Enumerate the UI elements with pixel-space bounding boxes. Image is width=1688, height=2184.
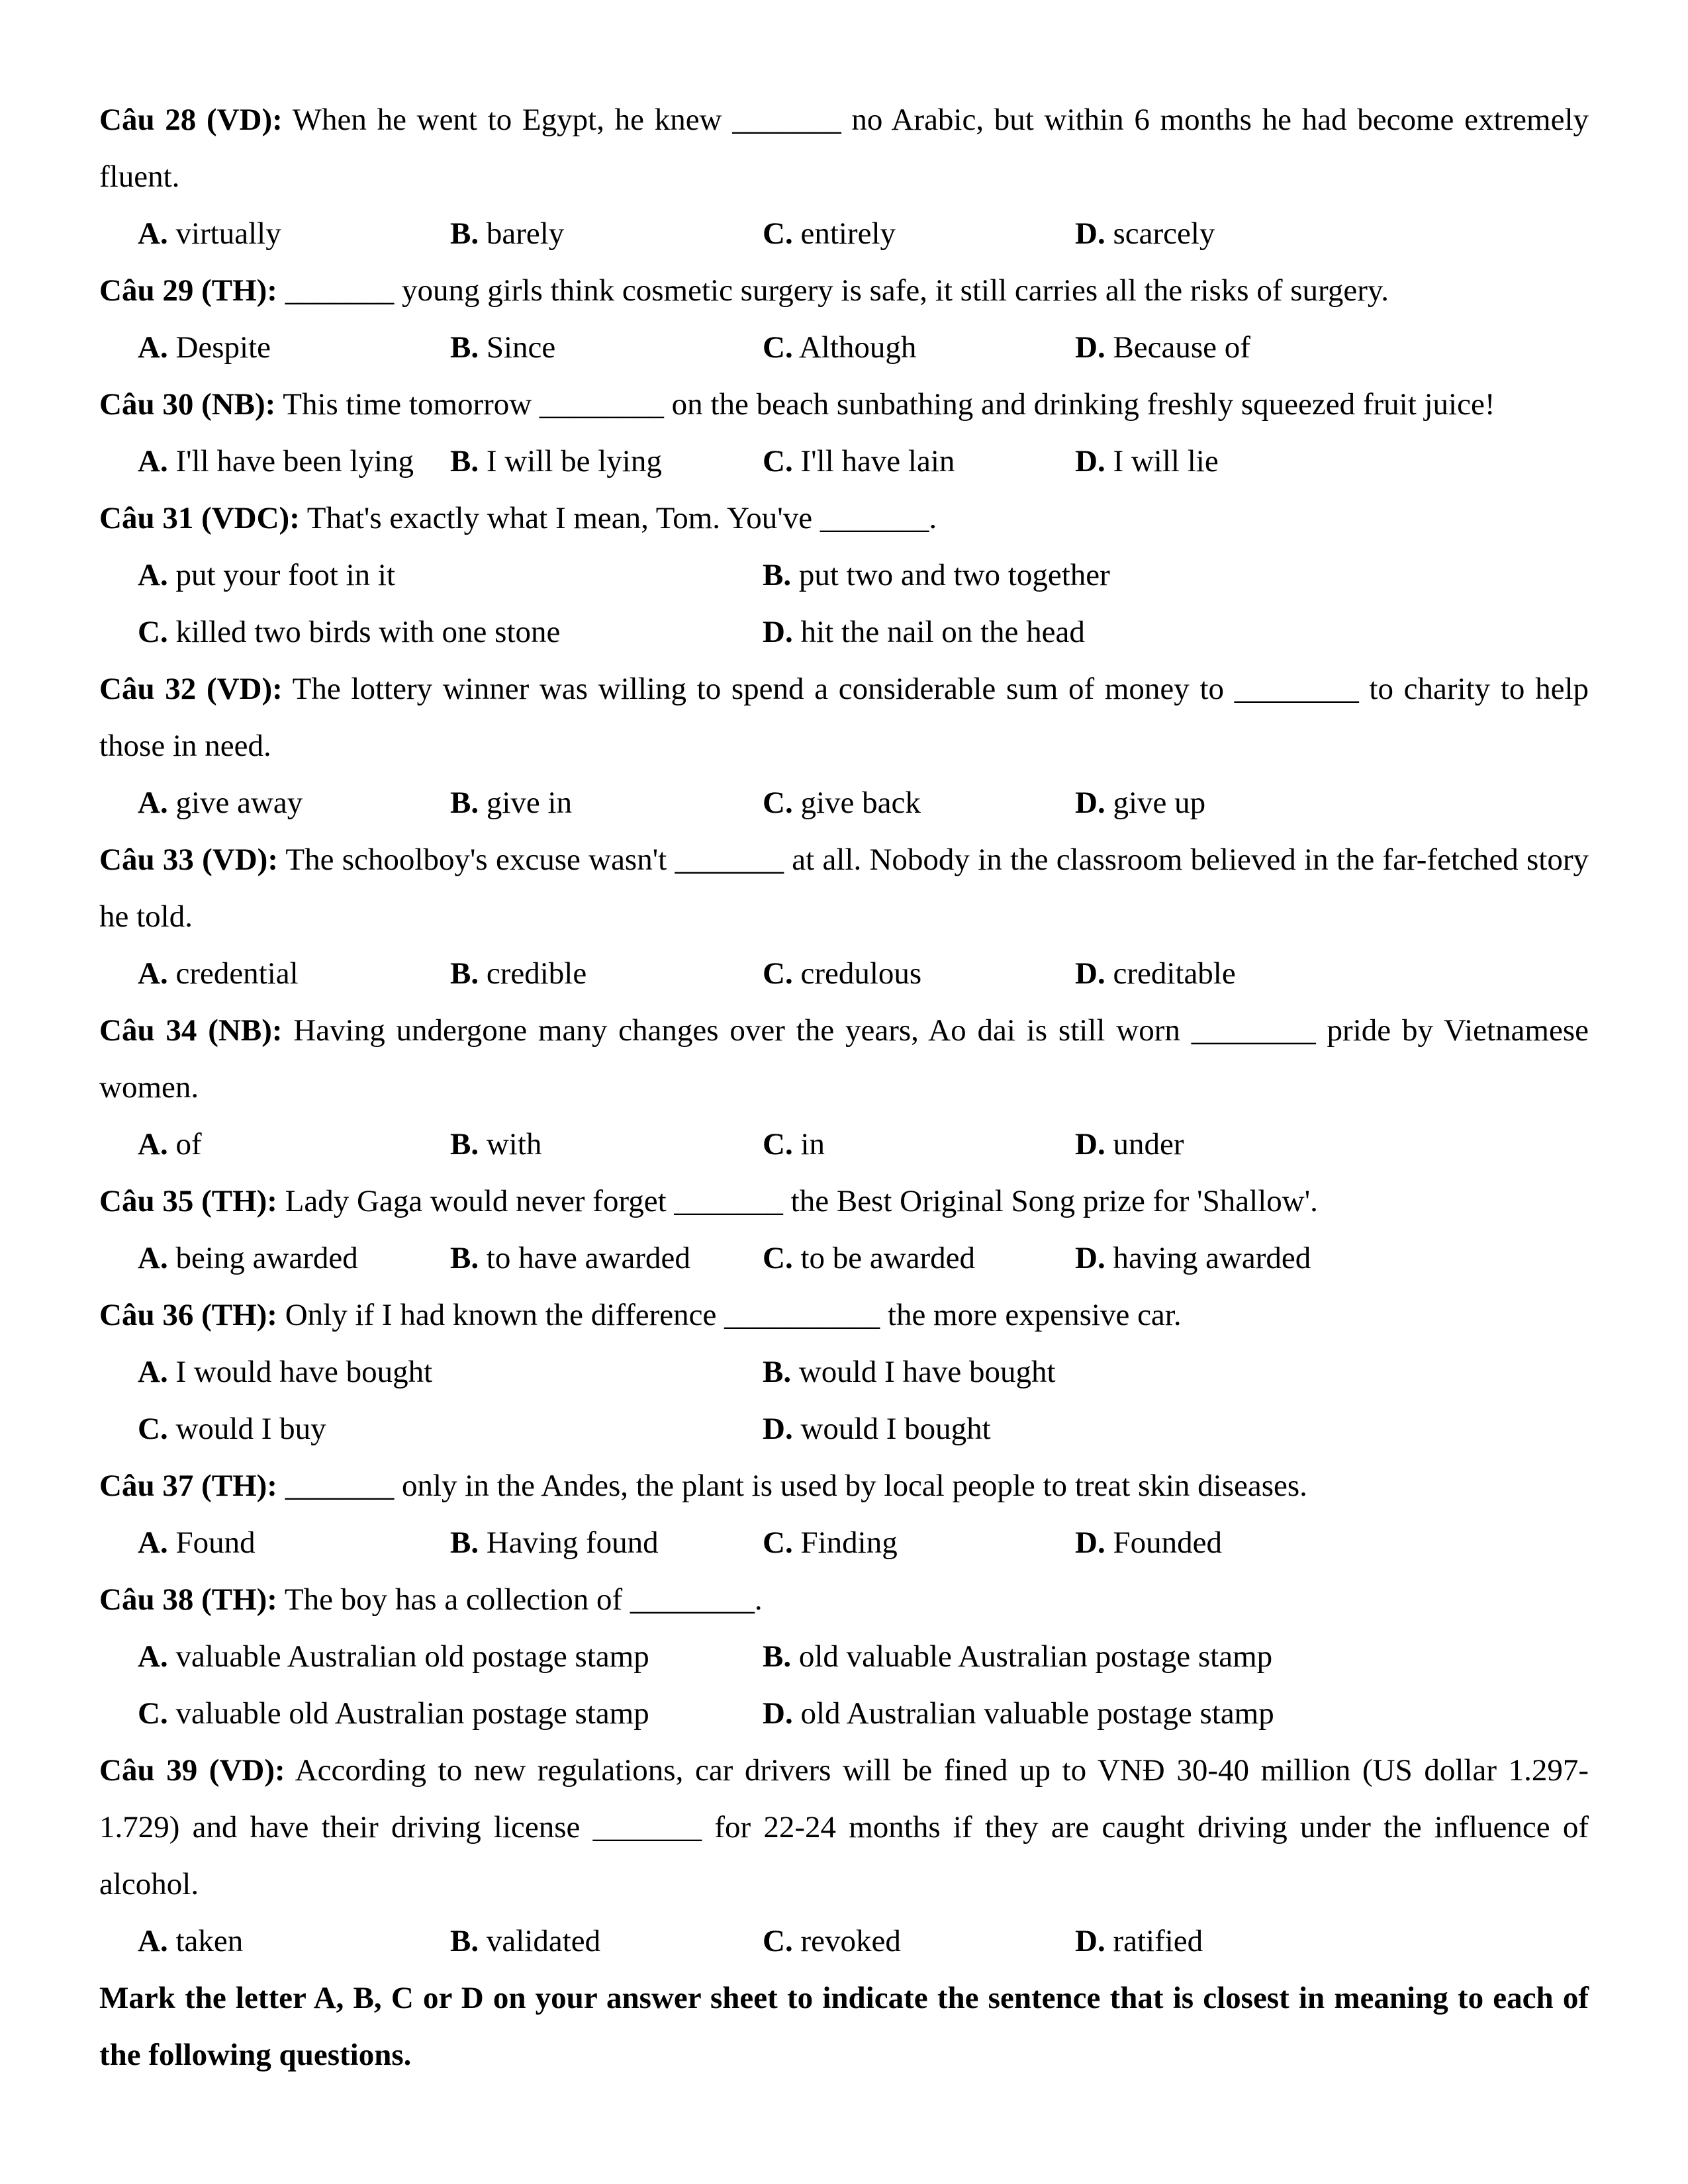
option-a[interactable]: A. I would have bought	[138, 1355, 433, 1389]
option-a[interactable]: A. I'll have been lying	[138, 444, 414, 478]
option-d[interactable]: D. ratified	[1075, 1924, 1203, 1958]
question-34	[99, 1002, 1589, 1173]
question-label: Câu 29 (TH):	[99, 273, 277, 308]
answer-options	[99, 1628, 1589, 1742]
option-b[interactable]: B. validated	[450, 1924, 601, 1958]
option-d[interactable]: D. scarcely	[1075, 216, 1215, 251]
option-c[interactable]: C. revoked	[763, 1924, 901, 1958]
question-stem	[99, 1173, 1589, 1230]
question-stem	[99, 831, 1589, 945]
option-b[interactable]: B. with	[450, 1127, 542, 1161]
option-b[interactable]: B. would I have bought	[763, 1355, 1056, 1389]
question-36	[99, 1287, 1589, 1457]
question-text: The lottery winner was willing to spend a considerable sum of money to ________ to charity to help those in need.	[99, 672, 1589, 763]
option-d[interactable]: D. Founded	[1075, 1525, 1222, 1560]
answer-options	[99, 205, 1589, 262]
option-b[interactable]: B. Since	[450, 330, 556, 365]
option-c[interactable]: C. valuable old Australian postage stamp	[138, 1696, 649, 1731]
answer-options	[99, 547, 1589, 660]
option-d[interactable]: D. would I bought	[763, 1412, 991, 1446]
option-c[interactable]: C. I'll have lain	[763, 444, 955, 478]
question-33	[99, 831, 1589, 1002]
question-text: Lady Gaga would never forget _______ the Best Original Song prize for 'Shallow'.	[277, 1184, 1318, 1218]
question-stem	[99, 660, 1589, 774]
option-b[interactable]: B. Having found	[450, 1525, 659, 1560]
option-c[interactable]: C. to be awarded	[763, 1241, 976, 1275]
answer-options	[99, 1116, 1589, 1173]
question-stem	[99, 1742, 1589, 1913]
question-stem	[99, 91, 1589, 205]
question-30	[99, 376, 1589, 490]
question-stem	[99, 376, 1589, 433]
question-label: Câu 36 (TH):	[99, 1298, 277, 1332]
option-c[interactable]: C. would I buy	[138, 1412, 326, 1446]
option-d[interactable]: D. give up	[1075, 786, 1206, 820]
question-label: Câu 32 (VD):	[99, 672, 283, 706]
question-35	[99, 1173, 1589, 1287]
option-a[interactable]: A. put your foot in it	[138, 558, 396, 592]
question-stem	[99, 1287, 1589, 1343]
answer-options	[99, 1230, 1589, 1287]
option-c[interactable]: C. give back	[763, 786, 921, 820]
question-38	[99, 1571, 1589, 1742]
question-stem	[99, 1457, 1589, 1514]
option-c[interactable]: C. killed two birds with one stone	[138, 615, 561, 649]
option-d[interactable]: D. I will lie	[1075, 444, 1219, 478]
answer-options	[99, 1913, 1589, 1970]
section-instruction: Mark the letter A, B, C or D on your answer sheet to indicate the sentence that is closest in meaning to each of the following questions.	[99, 1981, 1589, 2072]
option-c[interactable]: C. entirely	[763, 216, 896, 251]
option-a[interactable]: A. being awarded	[138, 1241, 358, 1275]
option-c[interactable]: C. credulous	[763, 956, 922, 991]
question-stem	[99, 262, 1589, 319]
option-b[interactable]: B. credible	[450, 956, 587, 991]
option-a[interactable]: A. virtually	[138, 216, 281, 251]
option-d[interactable]: D. having awarded	[1075, 1241, 1311, 1275]
option-b[interactable]: B. old valuable Australian postage stamp	[763, 1639, 1273, 1674]
option-c[interactable]: C. Although	[763, 330, 917, 365]
question-28	[99, 91, 1589, 262]
question-text: Having undergone many changes over the years, Ao dai is still worn ________ pride by Vietnamese women.	[99, 1013, 1589, 1105]
option-b[interactable]: B. I will be lying	[450, 444, 662, 478]
option-d[interactable]: D. creditable	[1075, 956, 1236, 991]
question-label: Câu 39 (VD):	[99, 1753, 285, 1788]
option-d[interactable]: D. under	[1075, 1127, 1184, 1161]
question-label: Câu 30 (NB):	[99, 387, 276, 422]
question-text: This time tomorrow ________ on the beach sunbathing and drinking freshly squeezed fruit juice!	[275, 387, 1495, 422]
option-c[interactable]: C. in	[763, 1127, 825, 1161]
answer-options	[99, 319, 1589, 376]
question-31	[99, 490, 1589, 660]
answer-options	[99, 774, 1589, 831]
answer-options	[99, 1343, 1589, 1457]
question-text: That's exactly what I mean, Tom. You've _______.	[299, 501, 937, 535]
option-a[interactable]: A. taken	[138, 1924, 244, 1958]
option-a[interactable]: A. Found	[138, 1525, 256, 1560]
question-label: Câu 31 (VDC):	[99, 501, 300, 535]
answer-options	[99, 945, 1589, 1002]
question-39	[99, 1742, 1589, 1970]
option-d[interactable]: D. Because of	[1075, 330, 1250, 365]
question-text: Only if I had known the difference __________ the more expensive car.	[277, 1298, 1182, 1332]
question-text: The schoolboy's excuse wasn't _______ at all. Nobody in the classroom believed in the far-fetched story he told.	[99, 842, 1589, 934]
option-b[interactable]: B. put two and two together	[763, 558, 1110, 592]
question-text: When he went to Egypt, he knew _______ no Arabic, but within 6 months he had become extremely fluent.	[99, 103, 1589, 194]
option-b[interactable]: B. barely	[450, 216, 565, 251]
option-d[interactable]: D. hit the nail on the head	[763, 615, 1085, 649]
question-text: _______ only in the Andes, the plant is used by local people to treat skin diseases.	[277, 1469, 1307, 1503]
question-label: Câu 28 (VD):	[99, 103, 283, 137]
question-label: Câu 35 (TH):	[99, 1184, 277, 1218]
question-29	[99, 262, 1589, 376]
question-stem	[99, 1571, 1589, 1628]
answer-options	[99, 433, 1589, 490]
question-text: _______ young girls think cosmetic surgery is safe, it still carries all the risks of surgery.	[277, 273, 1389, 308]
question-text: The boy has a collection of ________.	[277, 1582, 763, 1617]
question-label: Câu 34 (NB):	[99, 1013, 283, 1048]
option-d[interactable]: D. old Australian valuable postage stamp	[763, 1696, 1274, 1731]
question-label: Câu 38 (TH):	[99, 1582, 277, 1617]
option-a[interactable]: A. Despite	[138, 330, 271, 365]
exam-page	[99, 91, 1589, 2083]
option-b[interactable]: B. give in	[450, 786, 573, 820]
option-a[interactable]: A. credential	[138, 956, 299, 991]
option-a[interactable]: A. give away	[138, 786, 303, 820]
answer-options	[99, 1514, 1589, 1571]
question-text: According to new regulations, car drivers will be fined up to VNĐ 30-40 million (US dollar 1.297-1.729) and have their driving license _______ for 22-24 months if they are caught driving under the influence of alcohol.	[99, 1753, 1589, 1901]
option-c[interactable]: C. Finding	[763, 1525, 898, 1560]
question-32	[99, 660, 1589, 831]
option-a[interactable]: A. of	[138, 1127, 202, 1161]
question-stem	[99, 1002, 1589, 1116]
question-37	[99, 1457, 1589, 1571]
question-stem	[99, 490, 1589, 547]
question-label: Câu 37 (TH):	[99, 1469, 277, 1503]
question-label: Câu 33 (VD):	[99, 842, 278, 877]
option-b[interactable]: B. to have awarded	[450, 1241, 690, 1275]
option-a[interactable]: A. valuable Australian old postage stamp	[138, 1639, 649, 1674]
